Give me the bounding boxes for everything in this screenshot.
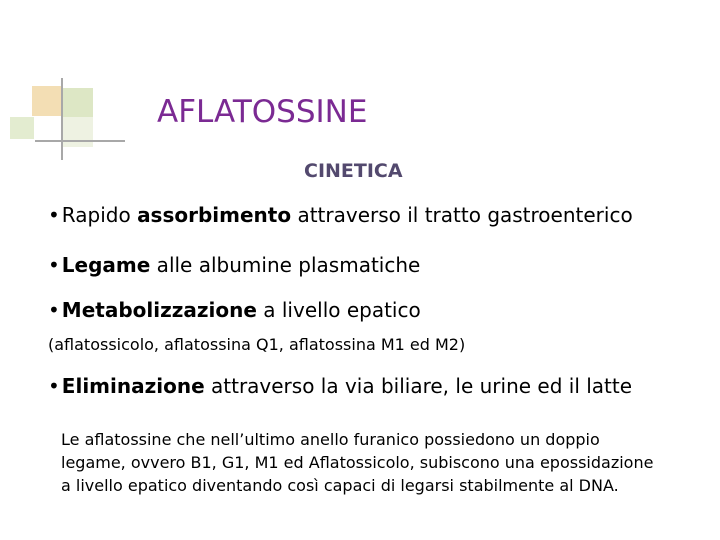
bullet-keyword: Metabolizzazione <box>61 298 257 322</box>
slide-title: AFLATOSSINE <box>157 94 368 130</box>
bullet-text: a livello epatico <box>256 298 421 322</box>
bullet-marker: • <box>48 253 60 277</box>
decor-vertical-line <box>61 78 63 160</box>
bullet-marker: • <box>48 374 60 398</box>
bullet-keyword: assorbimento <box>137 203 292 227</box>
corner-decoration <box>0 0 120 170</box>
footnote-paragraph: Le aflatossine che nell’ultimo anello furanico possiedono un doppio legame, ovvero B1, G1, M1 ed Aflatossicolo, subiscono una epossidazione a livello epatico diventando così capaci di legarsi stabilmente al DNA. <box>61 430 654 495</box>
bullet-binding <box>48 253 420 277</box>
bullet-metabolism <box>48 298 421 322</box>
bullet-text: attraverso la via biliare, le urine ed il latte <box>204 374 633 398</box>
slide-subtitle: CINETICA <box>304 160 403 182</box>
bullet-marker: • <box>48 203 60 227</box>
bullet-marker: • <box>48 298 60 322</box>
bullet-elimination <box>48 374 632 398</box>
bullet-keyword: Eliminazione <box>61 374 205 398</box>
decor-horizontal-line <box>35 140 125 142</box>
bullet-text: alle albumine plasmatiche <box>150 253 421 277</box>
decor-square-tan <box>32 86 62 116</box>
bullet-lead-text: Rapido <box>61 203 138 227</box>
decor-square-pale-right <box>63 117 93 147</box>
bullet-text: attraverso il tratto gastroenterico <box>291 203 633 227</box>
metabolites-note: (aflatossicolo, aflatossina Q1, aflatossina M1 ed M2) <box>48 335 466 354</box>
bullet-absorption <box>48 203 633 227</box>
decor-square-pale-left <box>10 117 34 139</box>
bullet-keyword: Legame <box>61 253 151 277</box>
decor-square-green <box>63 88 93 118</box>
